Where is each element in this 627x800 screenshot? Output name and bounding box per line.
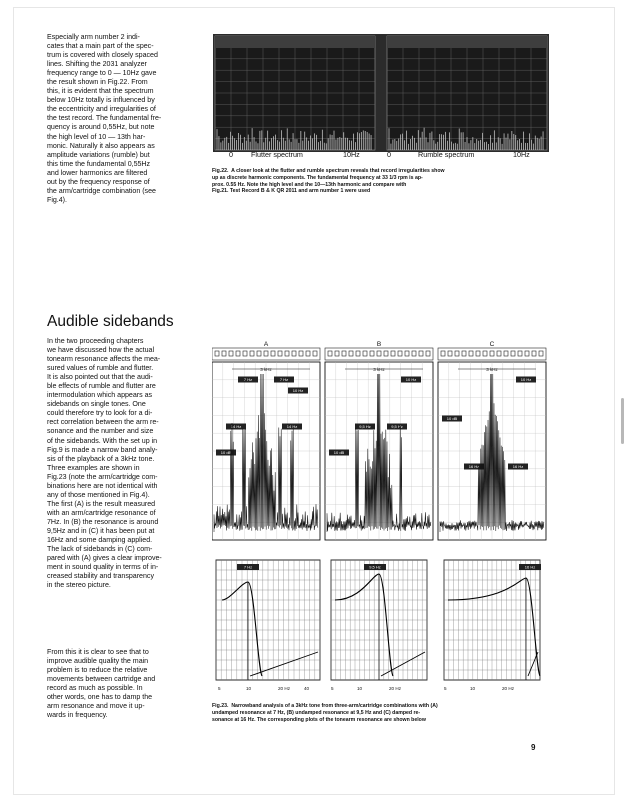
text-line: we have discussed how the actual [47, 346, 155, 355]
body-paragraph-2 [47, 337, 162, 590]
flutter-spectrum-plot [215, 36, 375, 150]
panel-letter: A [263, 341, 269, 348]
caption-line: Fig.22. A closer look at the flutter and rumble spectrum reveals that record irregularities show [212, 168, 445, 174]
text-line: sured values of rumble and flutter. [47, 364, 154, 373]
freq-tick-label: 20 Hz [502, 686, 515, 691]
freq-tick-label: 10 [470, 686, 476, 691]
freq-tick-label: 20 Hz [278, 686, 291, 691]
fig22-flutter-label: Flutter spectrum [251, 150, 303, 159]
text-line: binations here are not identical with [47, 481, 158, 490]
text-line: The lack of sidebands in (C) com- [47, 545, 153, 554]
lower-sideband-label-right: 16 Hz [512, 464, 524, 469]
lower-sideband-label-left: 16 Hz [468, 464, 480, 469]
text-line: amplitude variations (rumble) but [47, 150, 150, 159]
resonance-label: 9,5 Hz [369, 564, 381, 570]
resonance-label: 7 Hz [243, 564, 253, 570]
rumble-spectrum-plot [387, 36, 547, 150]
text-line: sonance and the number and size [47, 427, 154, 436]
panel-letter: B [376, 341, 382, 348]
sideband-label-right: 7 Hz [279, 377, 289, 382]
text-line: improve audible quality the main [47, 657, 149, 666]
text-line: 7Hz. In (B) the resonance is around [47, 517, 159, 526]
text-line: below 10Hz totally is influenced by [47, 96, 155, 105]
text-line: Three examples are shown in [47, 463, 140, 472]
text-line: record as much as possible. In [47, 684, 143, 693]
tone-label: 3 kHz [373, 367, 385, 372]
fig22-caption [212, 168, 445, 195]
freq-tick-label: 20 Hz [389, 686, 402, 691]
text-line: creased stability and transparency [47, 572, 154, 581]
caption-line: sonance at 16 Hz. The corresponding plots of the tonearm resonance are shown below [212, 716, 426, 723]
text-line: in the stereo picture. [47, 581, 111, 590]
lower-sideband-label-left: 14 Hz [230, 424, 242, 429]
fig22-axis-zero-right: 0 [387, 150, 391, 159]
freq-tick-label: 10 [357, 686, 363, 691]
text-line: sis of the playback of a 3kHz tone. [47, 454, 155, 463]
text-line: It is also pointed out that the audi- [47, 373, 153, 382]
text-line: intermodulation which appears as [47, 391, 153, 400]
chart-paper-strip [438, 348, 546, 360]
text-line: movements between cartridge and [47, 675, 156, 684]
text-line: quency is around 0,55Hz, but note [47, 123, 155, 132]
freq-tick-label: 40 [304, 686, 310, 691]
scale-label: 10 dB [446, 416, 458, 421]
freq-tick-label: 5 [444, 686, 447, 691]
fig23-panel-b [325, 341, 433, 691]
fig22-spectrum-figure [213, 34, 549, 152]
text-line: tonearm resonance affects the mea- [47, 355, 161, 364]
text-line: the test record. The fundamental fre- [47, 114, 162, 123]
text-line: lines. Shifting the 2031 analyzer [47, 60, 147, 69]
freq-tick-label: 5 [331, 686, 334, 691]
body-paragraph-3 [47, 648, 155, 720]
fig23-caption [212, 703, 438, 723]
text-line: arm resonance and move it up- [47, 702, 145, 711]
plot-header-band [215, 36, 375, 48]
fig23-panel-a [212, 341, 320, 691]
text-line: the result shown in Fig.22. From [47, 78, 148, 87]
text-line: could therefore try to look for a di- [47, 409, 153, 418]
page-number: 9 [531, 743, 536, 752]
interval-label: 10 Hz [292, 388, 304, 393]
text-line: The first (A) is the result measured [47, 499, 156, 508]
fig22-axis-zero-left: 0 [229, 150, 233, 159]
text-line: 9,5Hz and in (C) it has been put at [47, 526, 155, 535]
text-line: monic. Naturally it also appears as [47, 141, 155, 150]
text-line: Fig.9 is made a narrow band analy- [47, 445, 158, 454]
text-line: In the two proceeding chapters [47, 337, 144, 345]
freq-tick-label: 10 [246, 686, 252, 691]
scale-label: 10 dB [333, 450, 345, 455]
panel-letter: C [489, 341, 495, 348]
lower-sideband-label-left: 9,5 Hz [359, 424, 371, 429]
sideband-label-right: 10 Hz [520, 377, 532, 382]
sideband-label-left: 7 Hz [243, 377, 253, 382]
caption-line: undamped resonance at 7 Hz, (B) undamped resonance at 9,5 Hz and (C) damped re- [212, 709, 421, 716]
text-line: of the sidebands. With the set up in [47, 436, 158, 445]
plot-header-band [387, 36, 547, 48]
text-line: pared with (A) gives a clear improve- [47, 554, 162, 563]
text-line: cates that a main part of the spec- [47, 42, 154, 51]
lower-sideband-label-right: 14 Hz [286, 424, 298, 429]
scale-label: 10 dB [220, 450, 232, 455]
text-line: and lower harmonics are filtered [47, 168, 148, 177]
text-line: frequency range to 0 — 10Hz gave [47, 69, 157, 78]
text-line: rect correlation between the arm re- [47, 418, 159, 427]
text-line: sidebands on single tones. One [47, 400, 146, 409]
text-line: ment in sound quality in terms of in- [47, 563, 159, 572]
body-paragraph-1 [47, 33, 161, 205]
text-line: wards in frequency. [47, 711, 108, 720]
text-line: with an arm/cartridge resonance of [47, 508, 156, 517]
tone-label: 3 kHz [260, 367, 272, 372]
text-line: any of those mentioned in Fig.4). [47, 490, 150, 499]
caption-line: Fig.21. Test Record B & K QR 2011 and arm number 1 were used [212, 188, 371, 195]
caption-line: Fig.23. Narrowband analysis of a 3kHz tone from three-arm/cartridge combinations with (A) [212, 703, 438, 709]
scrollbar-thumb[interactable] [621, 398, 624, 444]
lower-sideband-label-right: 9,5 Hz [391, 424, 403, 429]
fig22-axis-max-right: 10Hz [513, 150, 530, 159]
text-line: out by the frequency response of [47, 177, 150, 186]
text-line: ble effects of rumble and flutter are [47, 382, 156, 391]
fig23-panel-c [438, 341, 546, 691]
caption-line: up as discrete harmonic components. The fundamental frequency at 33 1/3 rpm is ap- [212, 174, 423, 181]
section-heading: Audible sidebands [47, 313, 174, 330]
text-line: the arm/cartridge combination (see [47, 186, 156, 195]
text-line: Especially arm number 2 indi- [47, 33, 140, 41]
text-line: 16Hz and some damping applied. [47, 536, 153, 545]
resonance-label: 16 Hz [524, 564, 536, 570]
fig22-axis-max-left: 10Hz [343, 150, 360, 159]
text-line: other words, one has to damp the [47, 693, 153, 702]
caption-line: prox. 0.55 Hz. Note the high level and the 10—13th harmonic and compare with [212, 181, 407, 188]
text-line: the eccentricity and irregularities of [47, 105, 156, 114]
text-line: Fig.4). [47, 195, 67, 204]
fig22-rumble-label: Rumble spectrum [418, 150, 475, 159]
freq-tick-label: 5 [218, 686, 221, 691]
text-line: problem is to reduce the relative [47, 666, 148, 675]
sideband-label-right: 10 Hz [405, 377, 417, 382]
text-line: the high level of 10 — 13th har- [47, 132, 146, 141]
text-line: From this it is clear to see that to [47, 648, 149, 656]
text-line: trum is covered with closely spaced [47, 51, 158, 60]
text-line: this, it is evident that the spectrum [47, 87, 154, 96]
tone-label: 3 kHz [486, 367, 498, 372]
chart-paper-strip [212, 348, 320, 360]
text-line: Fig.23 (note the arm/cartridge com- [47, 472, 158, 481]
fig23-narrowband-figure [212, 338, 548, 698]
chart-paper-strip [325, 348, 433, 360]
text-line: this time the fundamental 0,55Hz [47, 159, 151, 168]
